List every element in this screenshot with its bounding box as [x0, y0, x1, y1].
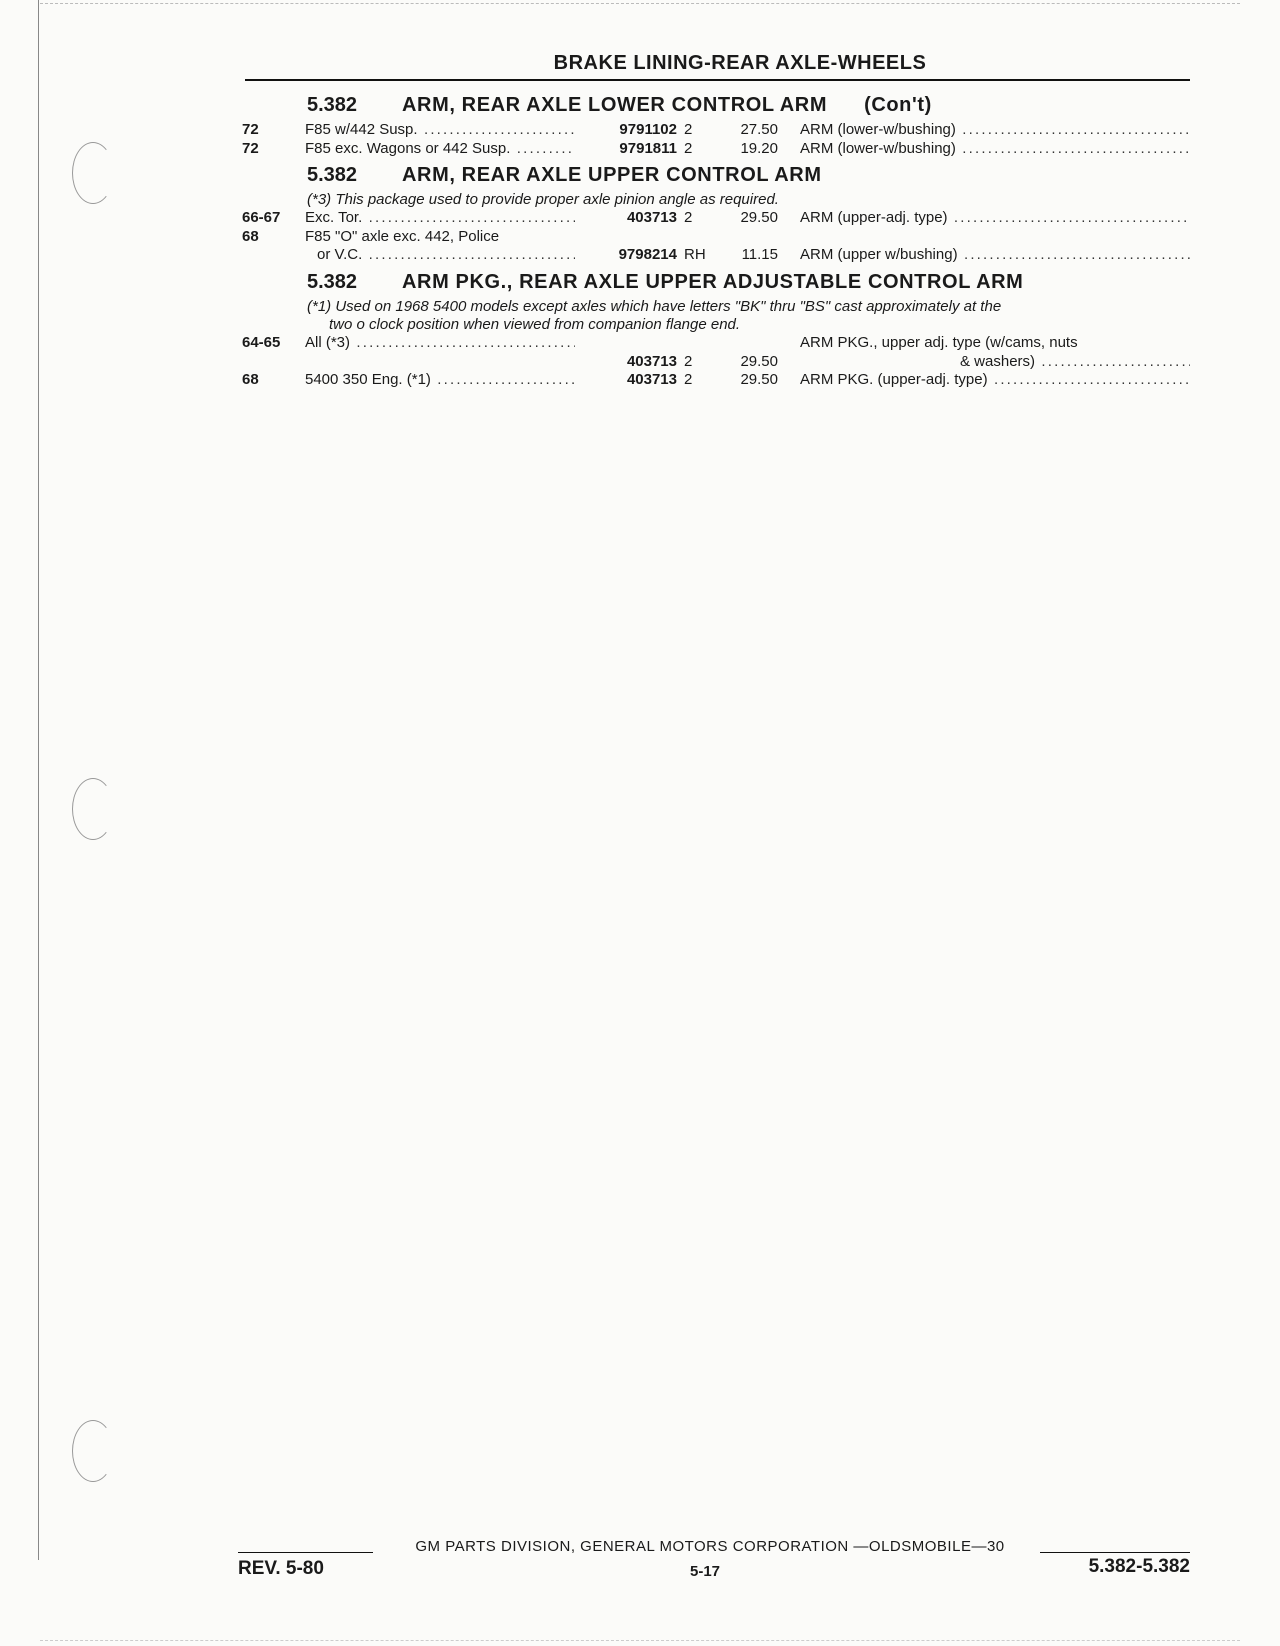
quantity: 2	[684, 352, 693, 370]
part-number: 403713	[626, 209, 677, 227]
header-rule	[245, 79, 1190, 81]
description-line: All (*3)	[305, 333, 351, 351]
part-name-text: ARM (upper-adj. type)	[800, 209, 948, 227]
part-name-text: ARM (lower-w/bushing)	[800, 121, 956, 138]
description-line: 5400 350 Eng. (*1)	[305, 371, 431, 389]
application-description	[305, 228, 575, 265]
section-title	[402, 94, 932, 117]
model-year: 68	[242, 371, 259, 389]
description-line: or V.C.	[317, 246, 363, 264]
list-price: 29.50	[740, 209, 778, 227]
section-header	[240, 88, 1190, 121]
part-name	[800, 209, 1190, 228]
note-line: two o clock position when viewed from companion flange end.	[329, 315, 741, 333]
part-name-text: ARM (upper w/bushing)	[800, 246, 958, 264]
revision-label: REV. 5-80	[238, 1558, 324, 1579]
part-number: 9798214	[618, 246, 677, 264]
quantity: 2	[684, 139, 693, 157]
punch-hole-icon	[72, 142, 114, 204]
section-title-text: ARM, REAR AXLE UPPER CONTROL ARM	[402, 164, 822, 187]
table-row	[240, 334, 1190, 371]
note-line: (*3) This package used to provide proper axle pinion angle as required.	[307, 191, 779, 209]
section-title-text: ARM, REAR AXLE LOWER CONTROL ARM	[402, 94, 828, 116]
application-description	[305, 140, 575, 159]
part-name	[800, 140, 1190, 159]
section-range: 5.382-5.382	[1088, 1556, 1190, 1577]
section-note	[240, 191, 1190, 209]
model-year: 68	[242, 227, 259, 245]
list-price: 19.20	[740, 139, 778, 157]
model-year: 66-67	[242, 209, 281, 227]
part-name	[800, 246, 1190, 265]
list-price: 11.15	[741, 246, 778, 264]
quantity: 2	[684, 121, 693, 138]
application-description	[305, 371, 575, 390]
section-continued-label: (Con't)	[864, 94, 932, 116]
description-line: F85 exc. Wagons or 442 Susp.	[305, 139, 511, 157]
section-title-text: ARM PKG., REAR AXLE UPPER ADJUSTABLE CONTROL ARM	[402, 270, 1024, 293]
table-row	[240, 140, 1190, 159]
footer-rule-left	[238, 1552, 373, 1553]
list-price: 27.50	[740, 121, 778, 138]
part-name	[800, 121, 1190, 140]
model-year: 72	[242, 139, 259, 157]
part-number: 403713	[626, 352, 677, 370]
quantity: 2	[684, 371, 693, 389]
description-line: F85 w/442 Susp.	[305, 121, 418, 138]
part-number: 9791102	[619, 121, 677, 138]
parts-listing	[240, 88, 1190, 390]
description-line: F85 "O" axle exc. 442, Police	[305, 227, 500, 245]
punch-hole-icon	[72, 1420, 114, 1482]
model-year: 72	[242, 121, 259, 138]
note-line: (*1) Used on 1968 5400 models except axles which have letters "BK" thru "BS" cast approximately at the	[307, 297, 1002, 315]
application-description	[305, 121, 575, 140]
list-price: 29.50	[740, 352, 778, 370]
section-number: 5.382	[307, 164, 358, 187]
section-header	[240, 158, 1190, 191]
table-row	[240, 209, 1190, 228]
model-year: 64-65	[242, 333, 281, 351]
application-description	[305, 334, 575, 353]
binding-line	[38, 0, 39, 1560]
footer-publisher: GM PARTS DIVISION, GENERAL MOTORS CORPORATION —OLDSMOBILE—30	[415, 1538, 1005, 1555]
part-name	[800, 371, 1190, 390]
table-row	[240, 371, 1190, 390]
part-number: 9791811	[619, 139, 677, 157]
page-header-title: BRAKE LINING-REAR AXLE-WHEELS	[553, 52, 927, 74]
application-description	[305, 209, 575, 228]
part-name	[800, 334, 1190, 371]
footer-rule-right	[1040, 1552, 1190, 1553]
description-line: Exc. Tor.	[305, 209, 363, 227]
section-note	[240, 298, 1190, 334]
part-name-continued: & washers)	[960, 352, 1036, 370]
quantity: 2	[684, 209, 693, 227]
section-number: 5.382	[307, 94, 358, 116]
punch-hole-icon	[72, 778, 114, 840]
part-name-text: ARM PKG. (upper-adj. type)	[800, 371, 988, 389]
part-number: 403713	[626, 371, 677, 389]
section-title	[402, 271, 1023, 294]
list-price: 29.50	[740, 371, 778, 389]
table-row	[240, 228, 1190, 265]
top-edge-dots	[40, 3, 1240, 4]
page-number: 5-17	[690, 1563, 721, 1580]
table-row	[240, 121, 1190, 140]
bottom-edge-dots	[40, 1640, 1240, 1641]
section-header	[240, 265, 1190, 298]
section-title	[402, 164, 822, 187]
section-number: 5.382	[307, 270, 358, 293]
part-name-text: ARM PKG., upper adj. type (w/cams, nuts	[800, 333, 1078, 351]
part-name-text: ARM (lower-w/bushing)	[800, 139, 956, 157]
quantity: RH	[684, 246, 706, 264]
